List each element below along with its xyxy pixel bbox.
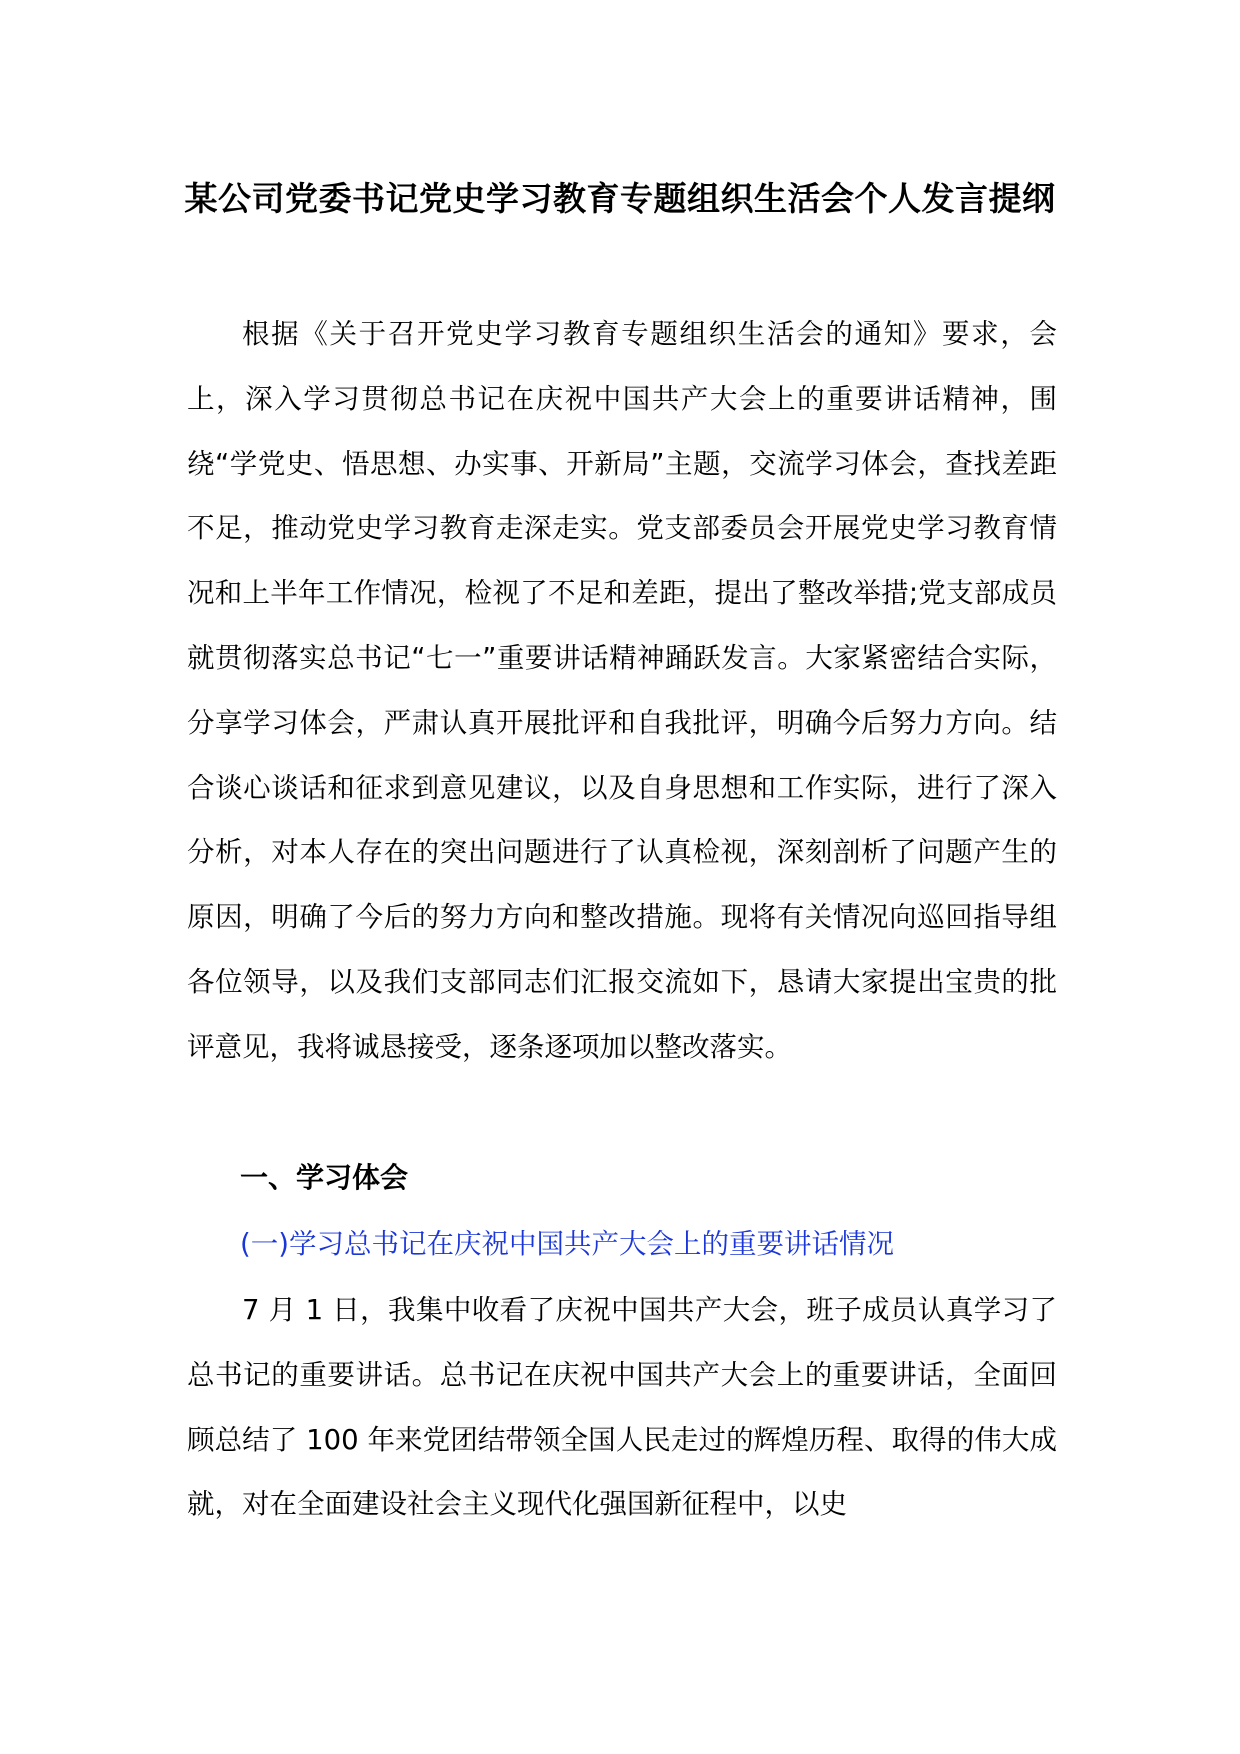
intro-paragraph: 根据《关于召开党史学习教育专题组织生活会的通知》要求，会上，深入学习贯彻总书记在庆祝中国共产大会上的重要讲话精神，围绕“学党史、悟思想、办实事、开新局”主题，交流学习体会，查找差距不足，推动党史学习教育走深走实。党支部委员会开展党史学习教育情况和上半年工作情况，检视了不足和差距，提出了整改举措;党支部成员就贯彻落实总书记“七一”重要讲话精神踊跃发言。大家紧密结合实际，分享学习体会，严肃认真开展批评和自我批评，明确今后努力方向。结合谈心谈话和征求到意见建议，以及自身思想和工作实际，进行了深入分析，对本人存在的突出问题进行了认真检视，深刻剖析了问题产生的原因，明确了今后的努力方向和整改措施。现将有关情况向巡回指导组各位领导，以及我们支部同志们汇报交流如下，恳请大家提出宝贵的批评意见，我将诚恳接受，逐条逐项加以整改落实。 bbox=[187, 318, 1057, 1063]
subsection-heading: (一)学习总书记在庆祝中国共产大会上的重要讲话情况 bbox=[240, 1228, 894, 1260]
document-title: 某公司党委书记党史学习教育专题组织生活会个人发言提纲 bbox=[184, 179, 1056, 218]
body-paragraph: 7 月 1 日，我集中收看了庆祝中国共产大会，班子成员认真学习了总书记的重要讲话。总书记在庆祝中国共产大会上的重要讲话，全面回顾总结了 100 年来党团结带领全国人民走过的辉煌历程、取得的伟大成就，对在全面建设社会主义现代化强国新征程中，以史 bbox=[187, 1294, 1057, 1521]
section-heading: 一、学习体会 bbox=[240, 1161, 409, 1194]
